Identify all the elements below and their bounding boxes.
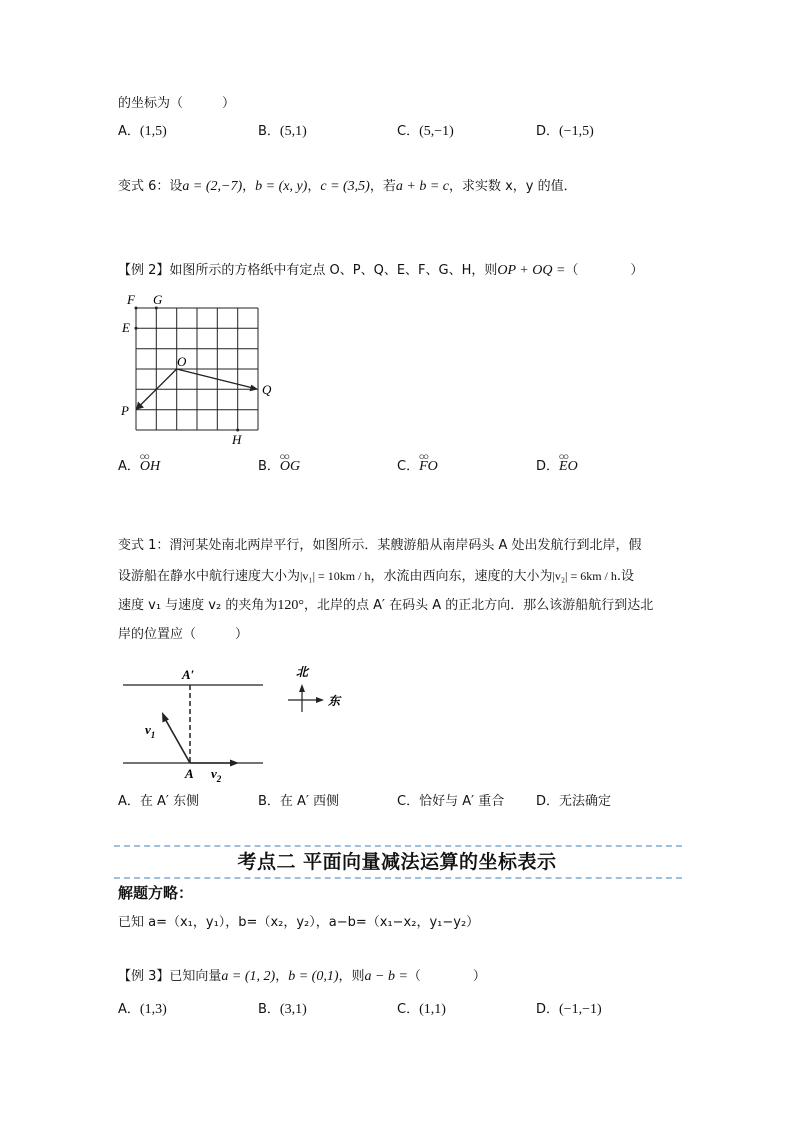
variant1-line2: 设游船在静水中航行速度大小为|v₁| = 10km / h，水流由西向东，速度的大小为|v₂| = 6km / h.设 xyxy=(118,569,635,584)
label-g: G xyxy=(153,292,163,307)
river-figure xyxy=(118,660,358,785)
label-north: 北 xyxy=(296,665,309,679)
arrowhead-q xyxy=(250,385,259,392)
example2-stem: 【例 2】如图所示的方格纸中有定点 O、P、Q、E、F、G、H，则OP + OQ =（ ） xyxy=(118,263,644,278)
label-f: F xyxy=(127,292,135,307)
grid-figure xyxy=(115,290,285,450)
vector-b-eq: b = (0,1) xyxy=(288,969,339,984)
v1-option-d[interactable]: D．无法确定 xyxy=(536,794,612,809)
ex2-option-d[interactable]: D．ⵔⵔ EO xyxy=(536,458,578,476)
variant6-problem: 变式 6：设a = (2,−7)，b = (x, y)，c = (3,5)，若a + b = c，求实数 x，y 的值． xyxy=(118,179,577,194)
compass-east-arrowhead xyxy=(316,697,324,703)
v1-option-b[interactable]: B．在 A′ 西侧 xyxy=(258,794,340,809)
q5-option-d[interactable]: D．(−1,5) xyxy=(536,124,594,139)
ex3-option-a[interactable]: A．(1,3) xyxy=(118,1002,167,1017)
grid-lines xyxy=(136,308,258,430)
label-e: E xyxy=(122,320,130,335)
subtraction-rule: 已知 a=（x₁，y₁），b=（x₂，y₂），a−b=（x₁−x₂，y₁−y₂） xyxy=(118,915,480,930)
q5-option-a[interactable]: A．(1,5) xyxy=(118,124,167,139)
strategy-heading: 解题方略： xyxy=(118,884,194,902)
label-v2: $v_2$ xyxy=(211,766,222,784)
ex2-option-a[interactable]: A．ⵔⵔ OH xyxy=(118,458,160,476)
v2-arrowhead xyxy=(230,760,239,767)
label-q: Q xyxy=(262,382,272,397)
vector-op xyxy=(139,369,177,407)
section-bottom-divider xyxy=(114,877,682,879)
vector-diff-expr: a − b = xyxy=(364,969,408,984)
q5-option-c[interactable]: C．(5,−1) xyxy=(397,124,454,139)
ex2-option-b[interactable]: B．ⵔⵔ OG xyxy=(258,458,300,476)
variant1-line3: 速度 v₁ 与速度 v₂ 的夹角为120°，北岸的点 A′ 在码头 A 的正北方向．那么该游船航行到达北 xyxy=(118,598,654,613)
ex3-option-c[interactable]: C．(1,1) xyxy=(397,1002,446,1017)
vector-c-eq: c = (3,5) xyxy=(320,179,370,194)
variant1-line4: 岸的位置应（ ） xyxy=(118,627,249,642)
label-p: P xyxy=(121,403,129,418)
v1-option-c[interactable]: C．恰好与 A′ 重合 xyxy=(397,794,505,809)
label-v1: $v_1$ xyxy=(145,722,156,740)
vector-sum-expr: OP + OQ = xyxy=(497,263,566,278)
ex2-option-c[interactable]: C．ⵔⵔ FO xyxy=(397,458,438,476)
ex3-option-d[interactable]: D．(−1,−1) xyxy=(536,1002,602,1017)
label-east: 东 xyxy=(328,694,341,708)
q5-option-b[interactable]: B．(5,1) xyxy=(258,124,307,139)
label-a: A xyxy=(185,766,194,781)
vector-b-eq: b = (x, y) xyxy=(255,179,308,194)
example3-stem: 【例 3】已知向量a = (1, 2)，b = (0,1)，则a − b =（ ） xyxy=(118,969,486,984)
label-a-prime: A′ xyxy=(182,667,195,682)
label-o: O xyxy=(177,354,187,369)
section-title: 考点二 平面向量减法运算的坐标表示 xyxy=(237,851,557,873)
variant1-line1: 变式 1：渭河某处南北两岸平行，如图所示．某艘游船从南岸码头 A 处出发航行到北岸，假 xyxy=(118,538,642,553)
v1-arrowhead xyxy=(162,712,169,723)
q5-stem: 的坐标为（ ） xyxy=(118,96,236,111)
vector-condition: a + b = c xyxy=(395,179,449,194)
point-e xyxy=(135,327,138,330)
vector-a-eq: a = (2,−7) xyxy=(182,179,243,194)
ex3-option-b[interactable]: B．(3,1) xyxy=(258,1002,307,1017)
compass-north-arrowhead xyxy=(299,684,305,692)
label-h: H xyxy=(232,432,242,447)
velocity-v1-arrow xyxy=(164,717,190,763)
vector-oq xyxy=(177,369,254,388)
vector-a-eq: a = (1, 2) xyxy=(221,969,276,984)
v1-option-a[interactable]: A．在 A′ 东侧 xyxy=(118,794,200,809)
